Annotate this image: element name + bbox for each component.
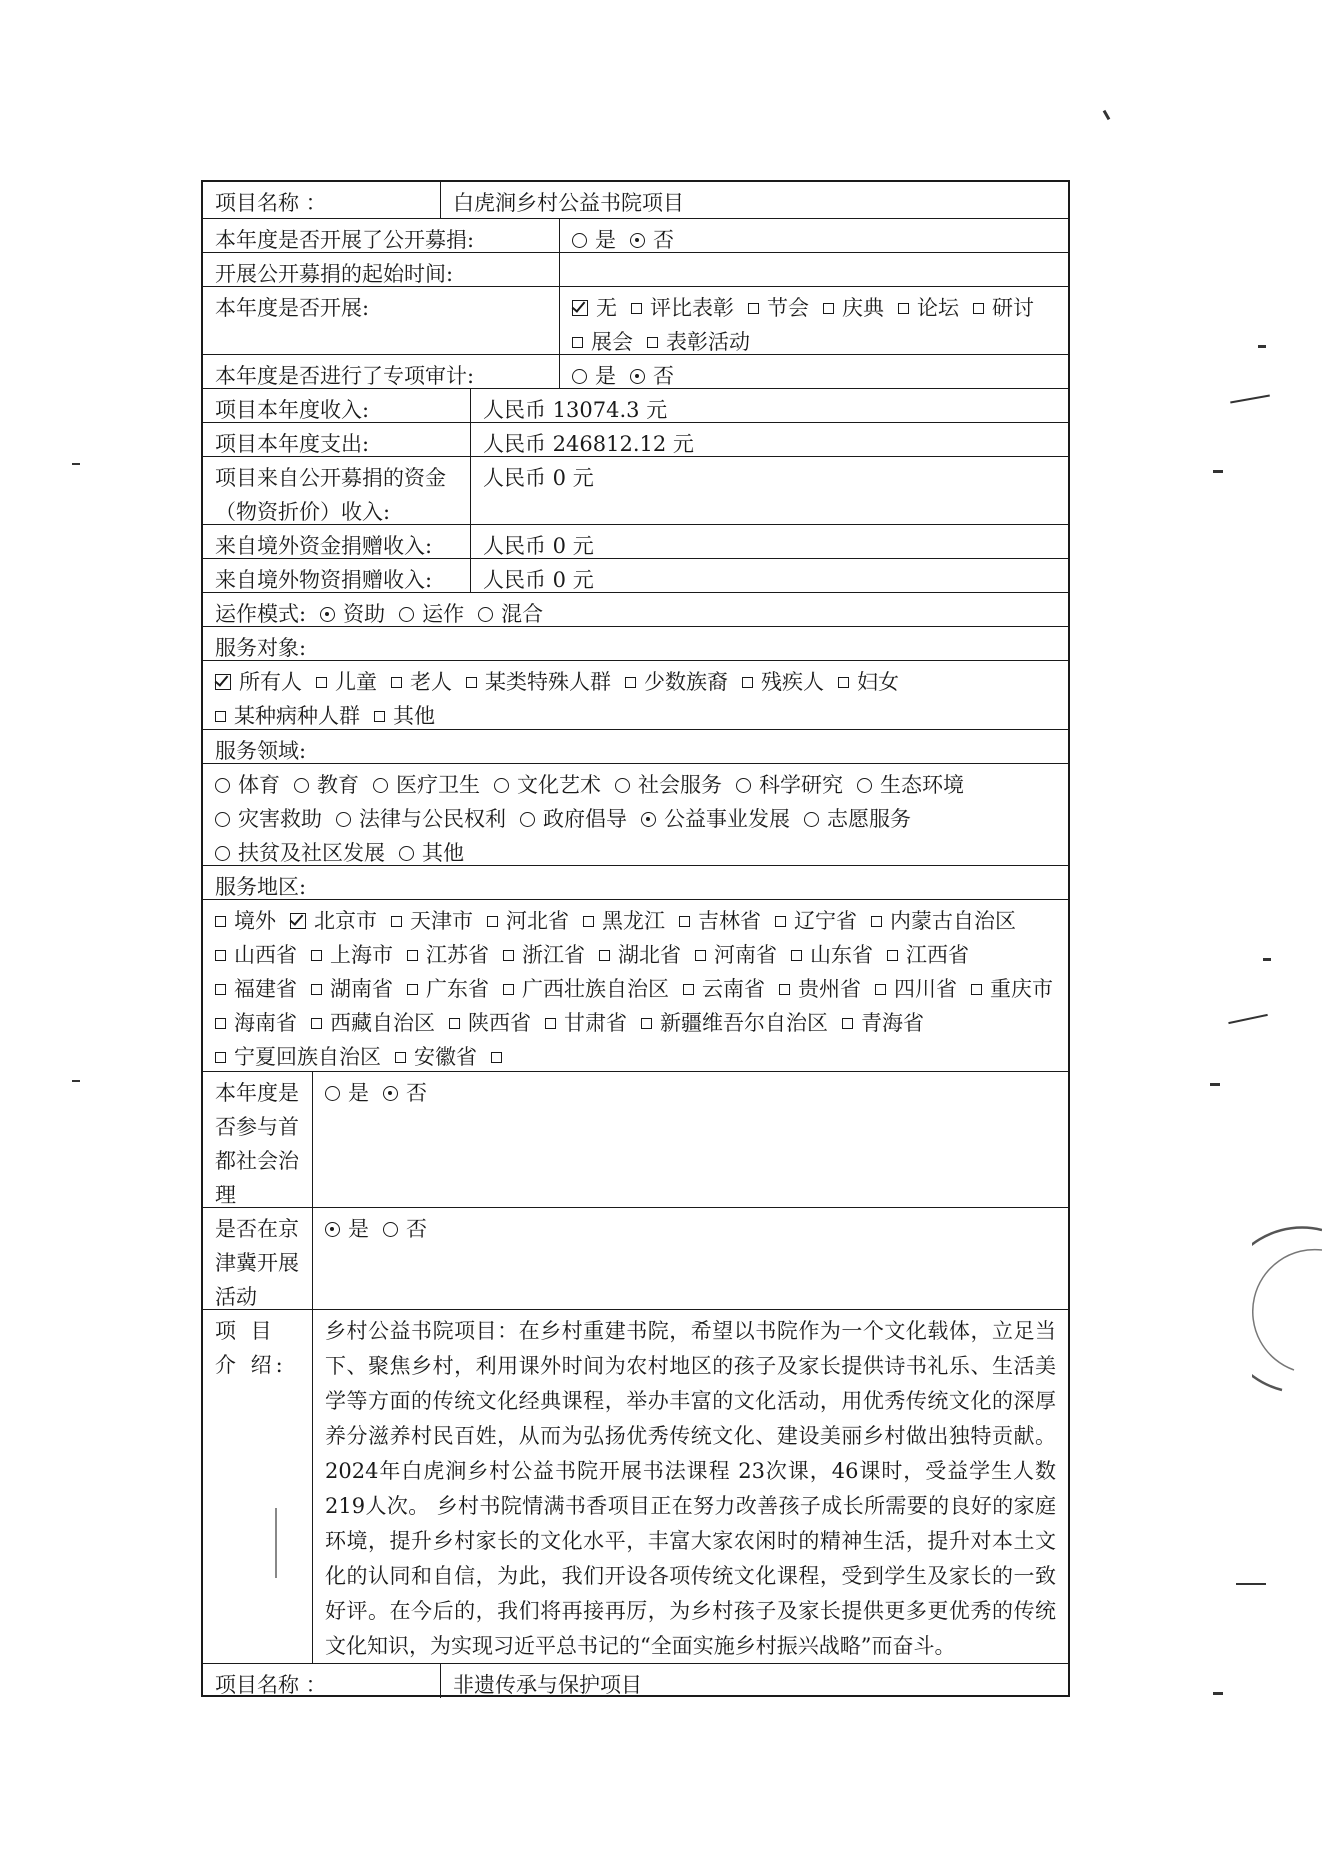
checkbox-empty-icon[interactable] (572, 337, 583, 348)
row-project-intro (203, 1309, 1068, 1664)
checkbox-empty-icon[interactable] (742, 677, 753, 688)
radio-empty-icon[interactable] (478, 607, 493, 622)
option-label: 福建省 (234, 977, 297, 1001)
row-audit (203, 354, 1068, 389)
option-label: 残疾人 (761, 670, 824, 694)
checkbox-checked-icon[interactable] (572, 300, 588, 316)
option-label: 甘肃省 (564, 1011, 627, 1035)
radio-selected-icon[interactable] (630, 233, 645, 248)
row-public-fundraising (203, 218, 1068, 253)
checkbox-option[interactable] (215, 1040, 381, 1074)
radio-empty-icon[interactable] (804, 812, 819, 827)
checkbox-option[interactable] (215, 665, 302, 699)
checkbox-option[interactable] (407, 972, 489, 1006)
project-form-table (201, 180, 1070, 1697)
option-label: 上海市 (330, 943, 393, 967)
checkbox-empty-icon[interactable] (215, 1052, 226, 1063)
option-label: 陕西省 (468, 1011, 531, 1035)
radio-empty-icon[interactable] (494, 778, 509, 793)
option-label: 医疗卫生 (396, 773, 480, 797)
checkbox-empty-icon[interactable] (838, 677, 849, 688)
option-label: 所有人 (239, 670, 302, 694)
checkbox-option[interactable] (775, 904, 857, 938)
radio-empty-icon[interactable] (215, 812, 230, 827)
radio-selected-icon[interactable] (383, 1086, 398, 1101)
checkbox-option[interactable] (641, 1006, 828, 1040)
radio-option[interactable] (336, 802, 506, 836)
checkbox-option[interactable] (871, 904, 1016, 938)
radio-option[interactable] (325, 1212, 369, 1246)
option-label: 是 (348, 1217, 369, 1241)
checkbox-option[interactable] (679, 904, 761, 938)
option-label: 海南省 (234, 1011, 297, 1035)
checkbox-empty-icon[interactable] (391, 916, 402, 927)
checkbox-option[interactable] (215, 699, 360, 733)
option-label: 辽宁省 (794, 909, 857, 933)
checkbox-option[interactable] (466, 665, 611, 699)
scan-speck (1263, 958, 1271, 961)
checkbox-option[interactable] (311, 972, 393, 1006)
intro-text: 乡村公益书院项目：在乡村重建书院，希望以书院作为一个文化载体，立足当下、聚焦乡村，利用课外时间为农村地区的孩子及家长提供诗书礼乐、生活美学等方面的传统文化经典课程，举办丰富的文化活动，用优秀传统文化的深厚养分滋养村民百姓，从而为弘扬优秀传统文化、建设美丽乡村做出独特贡献。2024年白虎涧乡村公益书院开展书法课程 23次课，46课时，受益学生人数 219人次。 乡村书院情满书香项目正在努力改善孩子成长所需要的良好的家庭环境，提升乡村家长的文化水平，丰富大家农闲时的精神生活，提升对本土文化的认同和自信，为此，我们开设各项传统文化课程，受到学生及家长的一致好评。在今后的，我们将再接再厉，为乡村孩子及家长提供更多更优秀的传统文化知识，为实现习近平总书记的“全面实施乡村振兴战略”而奋斗。 (325, 1319, 1056, 1658)
checkbox-empty-icon[interactable] (374, 711, 385, 722)
checkbox-empty-icon[interactable] (311, 1018, 322, 1029)
radio-option[interactable] (373, 768, 480, 802)
fundraising-start-label: 开展公开募捐的起始时间: (203, 253, 560, 287)
checkbox-empty-icon[interactable] (641, 1018, 652, 1029)
option-label: 其他 (422, 841, 464, 865)
row-next-project-name (203, 1663, 1068, 1698)
service-fields-cell (203, 764, 1068, 866)
option-label: 展会 (591, 330, 633, 354)
checkbox-empty-icon[interactable] (971, 984, 982, 995)
checkbox-empty-icon[interactable] (779, 984, 790, 995)
row-service-fields (203, 763, 1068, 866)
option-label: 河南省 (714, 943, 777, 967)
option-label: 教育 (317, 773, 359, 797)
row-expense (203, 422, 1068, 457)
scan-speck (1228, 1014, 1267, 1024)
row-income (203, 388, 1068, 423)
scan-speck (275, 1508, 277, 1578)
checkbox-checked-icon[interactable] (215, 674, 231, 690)
option-label: 内蒙古自治区 (890, 909, 1016, 933)
option-label: 宁夏回族自治区 (234, 1045, 381, 1069)
fundraising-options-group (572, 223, 1056, 253)
next-project-name-value: 非遗传承与保护项目 (453, 1673, 642, 1697)
option-label: 湖北省 (618, 943, 681, 967)
checkbox-option[interactable] (311, 938, 393, 972)
checkbox-empty-icon[interactable] (625, 677, 636, 688)
checkbox-option[interactable] (449, 1006, 531, 1040)
option-label: 贵州省 (798, 977, 861, 1001)
capital-governance-options (313, 1072, 1068, 1208)
checkbox-option[interactable] (215, 904, 276, 938)
checkbox-empty-icon[interactable] (898, 303, 909, 314)
row-service-regions (203, 899, 1068, 1072)
row-service-targets-label (203, 626, 1068, 661)
expense-value: 人民币 246812.12 元 (483, 432, 694, 456)
checkbox-option[interactable] (215, 938, 297, 972)
option-label: 天津市 (410, 909, 473, 933)
option-label: 妇女 (857, 670, 899, 694)
checkbox-checked-icon[interactable] (290, 913, 306, 929)
checkbox-option[interactable] (572, 325, 633, 355)
option-label: 西藏自治区 (330, 1011, 435, 1035)
checkbox-empty-icon[interactable] (973, 303, 984, 314)
checkbox-option[interactable] (407, 938, 489, 972)
operation-mode-label: 运作模式: (215, 602, 307, 626)
option-label: 体育 (238, 773, 280, 797)
radio-selected-icon[interactable] (320, 607, 335, 622)
checkbox-option[interactable] (631, 291, 734, 325)
radio-empty-icon[interactable] (857, 778, 872, 793)
option-label: 扶贫及社区发展 (238, 841, 385, 865)
checkbox-option[interactable] (311, 1006, 435, 1040)
audit-options (560, 355, 1068, 389)
row-project-name (203, 182, 1068, 218)
checkbox-empty-icon[interactable] (503, 984, 514, 995)
option-label: 生态环境 (880, 773, 964, 797)
option-label: 山东省 (810, 943, 873, 967)
radio-empty-icon[interactable] (373, 778, 388, 793)
service-targets-options-group (215, 665, 1056, 733)
row-jingjinji (203, 1207, 1068, 1310)
radio-empty-icon[interactable] (383, 1222, 398, 1237)
public-income-label: 项目来自公开募捐的资金（物资折价）收入: (203, 457, 471, 525)
option-label: 灾害救助 (238, 807, 322, 831)
option-label: 运作 (422, 602, 465, 626)
checkbox-option[interactable] (583, 904, 665, 938)
checkbox-option[interactable] (973, 291, 1034, 325)
radio-option[interactable] (641, 802, 790, 836)
row-public-income (203, 456, 1068, 525)
radio-selected-icon[interactable] (630, 369, 645, 384)
row-service-regions-label (203, 865, 1068, 900)
radio-empty-icon[interactable] (572, 369, 587, 384)
option-label: 法律与公民权利 (359, 807, 506, 831)
activities-options-group (572, 291, 1056, 355)
public-income-value: 人民币 0 元 (483, 466, 594, 490)
audit-options-group (572, 359, 1056, 389)
radio-empty-icon[interactable] (399, 607, 414, 622)
checkbox-empty-icon[interactable] (823, 303, 834, 314)
checkbox-empty-icon[interactable] (215, 984, 226, 995)
checkbox-empty-icon[interactable] (791, 950, 802, 961)
option-label: 表彰活动 (666, 330, 750, 354)
jingjinji-options (313, 1208, 1068, 1310)
project-name-value: 白虎涧乡村公益书院项目 (453, 191, 684, 215)
checkbox-empty-icon[interactable] (631, 303, 642, 314)
option-label: 否 (406, 1217, 427, 1241)
checkbox-empty-icon[interactable] (545, 1018, 556, 1029)
checkbox-option[interactable] (572, 291, 617, 325)
checkbox-empty-icon[interactable] (311, 984, 322, 995)
service-fields-options-group (215, 768, 1056, 870)
scan-speck (1213, 470, 1223, 473)
option-label: 评比表彰 (650, 296, 734, 320)
checkbox-option[interactable] (487, 904, 569, 938)
radio-option[interactable] (857, 768, 964, 802)
scan-speck (72, 463, 80, 465)
radio-empty-icon[interactable] (736, 778, 751, 793)
checkbox-option[interactable] (391, 665, 452, 699)
radio-empty-icon[interactable] (399, 846, 414, 861)
checkbox-empty-icon[interactable] (449, 1018, 460, 1029)
scan-speck (1213, 1692, 1223, 1695)
activities-options (560, 287, 1068, 355)
checkbox-option[interactable] (290, 904, 377, 938)
checkbox-option[interactable] (748, 291, 809, 325)
income-label: 项目本年度收入: (203, 389, 471, 423)
intro-label: 项 目 介 绍: (203, 1310, 313, 1664)
fundraising-options (560, 219, 1068, 253)
radio-option[interactable] (383, 1076, 427, 1110)
checkbox-empty-icon[interactable] (842, 1018, 853, 1029)
radio-option[interactable] (520, 802, 627, 836)
option-label: 论坛 (917, 296, 959, 320)
checkbox-empty-icon[interactable] (748, 303, 759, 314)
option-label: 青海省 (861, 1011, 924, 1035)
jingjinji-options-group (325, 1212, 1056, 1246)
radio-empty-icon[interactable] (520, 812, 535, 827)
option-label: 河北省 (506, 909, 569, 933)
option-label: 混合 (501, 602, 544, 626)
option-label: 北京市 (314, 909, 377, 933)
checkbox-option[interactable] (503, 972, 669, 1006)
checkbox-option[interactable] (779, 972, 861, 1006)
income-value: 人民币 13074.3 元 (483, 398, 668, 422)
checkbox-empty-icon[interactable] (875, 984, 886, 995)
checkbox-empty-icon[interactable] (215, 950, 226, 961)
activities-label: 本年度是否开展: (203, 287, 560, 355)
fundraising-start-value (560, 253, 1068, 287)
option-label: 广西壮族自治区 (522, 977, 669, 1001)
checkbox-option[interactable] (838, 665, 899, 699)
checkbox-option[interactable] (599, 938, 681, 972)
checkbox-option[interactable] (971, 972, 1053, 1006)
checkbox-option[interactable] (491, 1040, 510, 1074)
project-name-label: 项目名称 ： (203, 182, 441, 218)
checkbox-empty-icon[interactable] (391, 677, 402, 688)
option-label: 公益事业发展 (664, 807, 790, 831)
row-operation-mode (203, 592, 1068, 627)
radio-empty-icon[interactable] (215, 846, 230, 861)
foreign-funds-label: 来自境外资金捐赠收入: (203, 525, 471, 559)
option-label: 江苏省 (426, 943, 489, 967)
option-label: 江西省 (906, 943, 969, 967)
option-label: 社会服务 (638, 773, 722, 797)
jingjinji-label: 是否在京津冀开展活动 (203, 1208, 313, 1310)
radio-empty-icon[interactable] (325, 1086, 340, 1101)
checkbox-empty-icon[interactable] (683, 984, 694, 995)
radio-option[interactable] (736, 768, 843, 802)
option-label: 广东省 (426, 977, 489, 1001)
radio-option[interactable] (630, 223, 674, 253)
option-label: 湖南省 (330, 977, 393, 1001)
capital-governance-label: 本年度是否参与首都社会治理 (203, 1072, 313, 1208)
scan-speck (1258, 345, 1266, 348)
capital-governance-options-group (325, 1076, 1056, 1110)
checkbox-empty-icon[interactable] (311, 950, 322, 961)
checkbox-option[interactable] (625, 665, 728, 699)
foreign-goods-label: 来自境外物资捐赠收入: (203, 559, 471, 593)
checkbox-option[interactable] (545, 1006, 627, 1040)
checkbox-empty-icon[interactable] (316, 677, 327, 688)
checkbox-empty-icon[interactable] (487, 916, 498, 927)
fundraising-label: 本年度是否开展了公开募捐: (203, 219, 560, 253)
radio-option[interactable] (215, 768, 280, 802)
checkbox-empty-icon[interactable] (215, 711, 226, 722)
radio-option[interactable] (494, 768, 601, 802)
option-label: 研讨 (992, 296, 1034, 320)
checkbox-option[interactable] (215, 972, 297, 1006)
option-label: 某种病种人群 (234, 704, 360, 728)
scan-speck (1103, 110, 1111, 120)
foreign-funds-value: 人民币 0 元 (483, 534, 594, 558)
service-regions-label: 服务地区: (215, 875, 307, 899)
option-label: 是 (595, 364, 616, 388)
checkbox-option[interactable] (683, 972, 765, 1006)
option-label: 儿童 (335, 670, 377, 694)
checkbox-option[interactable] (742, 665, 824, 699)
option-label: 节会 (767, 296, 809, 320)
checkbox-empty-icon[interactable] (679, 916, 690, 927)
option-label: 资助 (343, 602, 386, 626)
service-regions-options-group (215, 904, 1056, 1074)
checkbox-empty-icon[interactable] (503, 950, 514, 961)
radio-option[interactable] (325, 1076, 369, 1110)
radio-option[interactable] (572, 359, 616, 389)
radio-option[interactable] (615, 768, 722, 802)
checkbox-empty-icon[interactable] (695, 950, 706, 961)
radio-option[interactable] (572, 223, 616, 253)
checkbox-option[interactable] (842, 1006, 924, 1040)
checkbox-empty-icon[interactable] (407, 984, 418, 995)
option-label: 山西省 (234, 943, 297, 967)
seal-stamp-fragment (1252, 1220, 1322, 1400)
checkbox-option[interactable] (316, 665, 377, 699)
row-foreign-funds (203, 524, 1068, 559)
radio-option[interactable] (804, 802, 911, 836)
checkbox-empty-icon[interactable] (491, 1052, 502, 1063)
scan-speck (1236, 1583, 1266, 1585)
option-label: 浙江省 (522, 943, 585, 967)
scan-speck (1210, 1083, 1220, 1086)
checkbox-option[interactable] (647, 325, 750, 355)
radio-option[interactable] (215, 802, 322, 836)
service-regions-cell (203, 900, 1068, 1072)
service-targets-label: 服务对象: (215, 636, 307, 660)
checkbox-option[interactable] (215, 1006, 297, 1040)
option-label: 庆典 (842, 296, 884, 320)
row-service-fields-label (203, 729, 1068, 764)
row-activities (203, 286, 1068, 355)
service-fields-label: 服务领域: (215, 739, 307, 763)
checkbox-option[interactable] (791, 938, 873, 972)
radio-selected-icon[interactable] (641, 812, 656, 827)
radio-option[interactable] (383, 1212, 427, 1246)
option-label: 否 (406, 1081, 427, 1105)
row-foreign-goods (203, 558, 1068, 593)
radio-empty-icon[interactable] (215, 778, 230, 793)
checkbox-empty-icon[interactable] (647, 337, 658, 348)
scan-speck (1230, 395, 1270, 403)
option-label: 新疆维吾尔自治区 (660, 1011, 828, 1035)
checkbox-option[interactable] (395, 1040, 477, 1074)
row-capital-governance (203, 1071, 1068, 1208)
checkbox-option[interactable] (823, 291, 884, 325)
scan-speck (72, 1080, 80, 1082)
option-label: 某类特殊人群 (485, 670, 611, 694)
radio-empty-icon[interactable] (572, 233, 587, 248)
service-targets-cell (203, 661, 1068, 730)
option-label: 吉林省 (698, 909, 761, 933)
option-label: 政府倡导 (543, 807, 627, 831)
checkbox-empty-icon[interactable] (215, 1018, 226, 1029)
radio-empty-icon[interactable] (336, 812, 351, 827)
option-label: 黑龙江 (602, 909, 665, 933)
checkbox-empty-icon[interactable] (775, 916, 786, 927)
audit-label: 本年度是否进行了专项审计: (203, 355, 560, 389)
checkbox-option[interactable] (875, 972, 957, 1006)
foreign-goods-value: 人民币 0 元 (483, 568, 594, 592)
radio-empty-icon[interactable] (615, 778, 630, 793)
checkbox-empty-icon[interactable] (583, 916, 594, 927)
operation-mode-cell (203, 593, 1068, 627)
checkbox-empty-icon[interactable] (215, 916, 226, 927)
checkbox-empty-icon[interactable] (466, 677, 477, 688)
radio-selected-icon[interactable] (325, 1222, 340, 1237)
expense-label: 项目本年度支出: (203, 423, 471, 457)
next-project-name-label: 项目名称 ： (203, 1664, 441, 1698)
radio-option[interactable] (630, 359, 674, 389)
checkbox-empty-icon[interactable] (407, 950, 418, 961)
checkbox-empty-icon[interactable] (395, 1052, 406, 1063)
checkbox-empty-icon[interactable] (599, 950, 610, 961)
radio-empty-icon[interactable] (294, 778, 309, 793)
row-service-targets (203, 660, 1068, 730)
option-label: 是 (348, 1081, 369, 1105)
checkbox-option[interactable] (503, 938, 585, 972)
option-label: 境外 (234, 909, 276, 933)
checkbox-option[interactable] (887, 938, 969, 972)
option-label: 志愿服务 (827, 807, 911, 831)
option-label: 少数族裔 (644, 670, 728, 694)
option-label: 无 (596, 296, 617, 320)
option-label: 否 (653, 228, 674, 252)
checkbox-empty-icon[interactable] (871, 916, 882, 927)
checkbox-empty-icon[interactable] (887, 950, 898, 961)
row-fundraising-start (203, 252, 1068, 287)
option-label: 否 (653, 364, 674, 388)
radio-option[interactable] (294, 768, 359, 802)
option-label: 文化艺术 (517, 773, 601, 797)
checkbox-option[interactable] (695, 938, 777, 972)
option-label: 其他 (393, 704, 435, 728)
option-label: 四川省 (894, 977, 957, 1001)
option-label: 是 (595, 228, 616, 252)
checkbox-option[interactable] (374, 699, 435, 733)
checkbox-option[interactable] (391, 904, 473, 938)
option-label: 老人 (410, 670, 452, 694)
option-label: 重庆市 (990, 977, 1053, 1001)
checkbox-option[interactable] (898, 291, 959, 325)
option-label: 云南省 (702, 977, 765, 1001)
option-label: 安徽省 (414, 1045, 477, 1069)
option-label: 科学研究 (759, 773, 843, 797)
